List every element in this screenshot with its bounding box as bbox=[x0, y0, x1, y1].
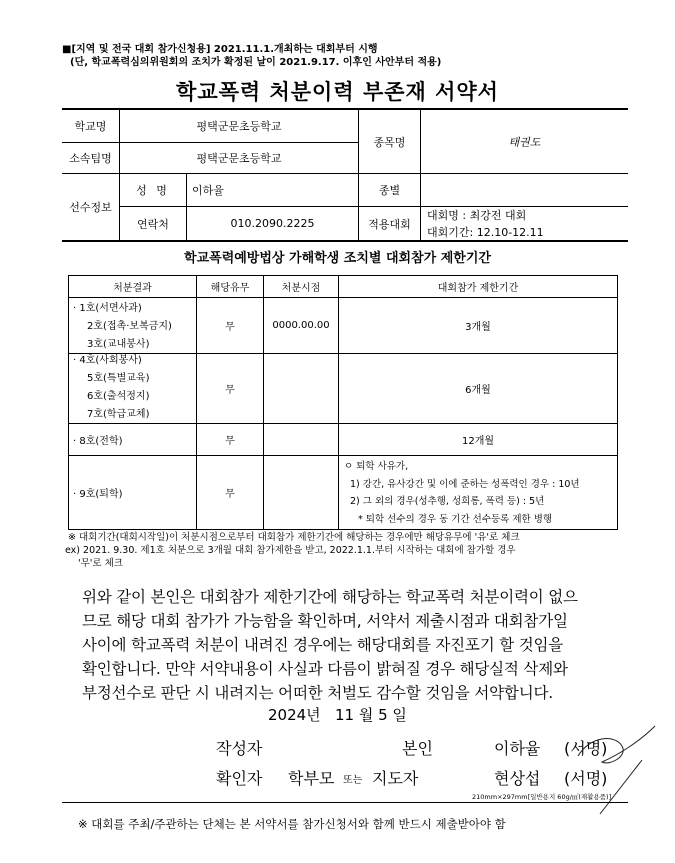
writer-sign: (서명) bbox=[564, 739, 608, 758]
notes bbox=[65, 531, 520, 570]
pledge-line-2: 므로 해당 대회 참가가 가능함을 확인하며, 서약서 제출시점과 대회참가일 bbox=[82, 612, 568, 630]
pledge-line-4: 확인합니다. 만약 서약내용이 사실과 다름이 밝혀질 경우 해당실적 삭제와 bbox=[82, 660, 568, 678]
pledge-line-1: 위와 같이 본인은 대회참가 제한기간에 해당하는 학교폭력 처분이력이 없으 bbox=[82, 588, 578, 606]
rt-row-2-limit: 6개월 bbox=[465, 385, 491, 396]
rt-row-4-limit bbox=[344, 458, 580, 528]
sport-value: 태권도 bbox=[508, 135, 541, 149]
confirmer-name: 현상섭 bbox=[494, 769, 541, 788]
footer-divider bbox=[62, 802, 628, 803]
name-label: 성 명 bbox=[136, 184, 170, 197]
rt-bottom-border bbox=[68, 529, 618, 530]
writer-role: 본인 bbox=[402, 739, 433, 758]
rt-row-4-applicable: 무 bbox=[225, 489, 235, 500]
school-label: 학교명 bbox=[74, 120, 107, 133]
rt-header-result: 처분결과 bbox=[113, 283, 152, 294]
school-value: 평택군문초등학교 bbox=[196, 120, 282, 133]
rt-row-2-line-4: 7호(학급교체) bbox=[87, 409, 150, 420]
header-line-2: (단, 학교폭력심의위원회의 조치가 확정된 날이 2021.9.17. 이후인 사안부터 적용) bbox=[70, 57, 442, 68]
rt-row-1-applicable: 무 bbox=[225, 322, 235, 333]
signature-stroke-2 bbox=[600, 760, 642, 814]
rt-row-1-line-1: · 1호(서면사과) bbox=[73, 303, 142, 314]
rt-row-1-date: 0000.00.00 bbox=[272, 320, 330, 331]
rt-row-4-date bbox=[264, 456, 338, 529]
team-value: 평택군문초등학교 bbox=[196, 152, 282, 165]
rt-row-3-date bbox=[264, 424, 338, 455]
team-label: 소속팀명 bbox=[69, 152, 112, 165]
rt-left-border bbox=[68, 275, 69, 530]
rt-row-3-limit: 12개월 bbox=[461, 436, 495, 447]
confirmer-sign: (서명) bbox=[564, 769, 608, 788]
rt-row-1-limit: 3개월 bbox=[465, 322, 491, 333]
event-name: 대회명 : 최강전 대회 bbox=[427, 209, 527, 222]
rt-header-applicable: 해당유무 bbox=[210, 283, 250, 294]
name-value: 이하율 bbox=[192, 184, 224, 197]
rt-row-2-line-1: · 4호(사회봉사) bbox=[73, 355, 142, 366]
writer-name: 이하율 bbox=[494, 739, 541, 758]
writer-label: 작성자 bbox=[216, 739, 263, 758]
rt-row-1-line-2: 2호(접촉·보복금지) bbox=[87, 321, 172, 332]
confirmer-role-parent: 학부모 bbox=[288, 769, 335, 788]
rt-row-2-line-2: 5호(특별교육) bbox=[87, 373, 150, 384]
rt-row-4-limit-line-2: 1) 강간, 유사강간 및 이에 준하는 성폭력인 경우 : 10년 bbox=[350, 478, 580, 490]
section-title: 학교폭력예방법상 가해학생 조치별 대회참가 제한기간 bbox=[184, 251, 491, 266]
rt-row-2-date bbox=[264, 354, 338, 423]
note-1: ※ 대회기간(대회시작일)이 처분시점으로부터 대회참가 제한기간에 해당하는 경우에만 해당유무에 '유'로 체크 bbox=[68, 532, 520, 543]
note-3: '무'로 체크 bbox=[78, 558, 123, 569]
handwritten-signature bbox=[560, 716, 670, 816]
info-table-bottom-border bbox=[62, 240, 628, 242]
pledge-line-5: 부정선수로 판단 시 내려지는 어떠한 처벌도 감수할 것임을 서약합니다. bbox=[82, 684, 553, 702]
rt-row-4-result: · 9호(퇴학) bbox=[73, 489, 123, 500]
gender-value bbox=[421, 174, 628, 206]
event-label: 적용대회 bbox=[368, 217, 411, 231]
paper-spec: 210mm×297mm[일반용지 60g/㎡(재활용품)] bbox=[472, 793, 612, 801]
gender-label: 종별 bbox=[378, 184, 401, 197]
pledge-date: 2024년 11 월 5 일 bbox=[268, 706, 407, 724]
rt-row-3-result: · 8호(전학) bbox=[73, 436, 123, 447]
signature-stroke-1 bbox=[578, 726, 655, 763]
confirmer-role-coach: 지도자 bbox=[372, 769, 419, 788]
rt-row-1-result bbox=[73, 300, 172, 354]
rt-row-2-applicable: 무 bbox=[225, 385, 235, 396]
pledge-line-3: 사이에 학교폭력 처분이 내려진 경우에는 해당대회를 자진포기 할 것임을 bbox=[82, 636, 564, 654]
contact-value: 010.2090.2225 bbox=[230, 217, 315, 230]
rt-row-2-result bbox=[73, 352, 149, 424]
rt-row-3-applicable: 무 bbox=[225, 436, 235, 447]
sport-label: 종목명 bbox=[373, 135, 406, 149]
rt-row-2-line-3: 6호(출석정지) bbox=[87, 391, 150, 402]
footer-note: ※ 대회를 주최/주관하는 단체는 본 서약서를 참가신청서와 함께 반드시 제출받아야 함 bbox=[78, 817, 506, 831]
rt-header-limit: 대회참가 제한기간 bbox=[437, 283, 519, 294]
rt-row-4-limit-line-3: 2) 그 외의 경우(성추행, 성희롱, 폭력 등) : 5년 bbox=[350, 496, 545, 507]
rt-row-1-line-3: 3호(교내봉사) bbox=[87, 339, 150, 350]
rt-header-date: 처분시점 bbox=[281, 283, 321, 294]
note-2: ex) 2021. 9.30. 제1호 처분으로 3개월 대회 참가제한을 받고, 2022.1.1.부터 시작하는 대회에 참가할 경우 bbox=[65, 545, 516, 556]
confirmer-or: 또는 bbox=[343, 775, 363, 786]
document-title: 학교폭력 처분이력 부존재 서약서 bbox=[176, 80, 499, 104]
rt-row-4-limit-line-4: * 퇴학 선수의 경우 동 기간 선수등록 제한 병행 bbox=[358, 513, 553, 525]
contact-label: 연락처 bbox=[137, 217, 169, 231]
confirmer-label: 확인자 bbox=[216, 769, 263, 788]
rt-row-4-limit-line-1: ㅇ 퇴학 사유가, bbox=[344, 461, 409, 472]
rt-right-border bbox=[617, 275, 618, 530]
pledge-text bbox=[82, 585, 632, 705]
player-info-label: 선수정보 bbox=[69, 201, 112, 214]
event-period: 대회기간: 12.10-12.11 bbox=[427, 226, 544, 239]
header-line-1: ■[지역 및 전국 대회 참가신청용] 2021.11.1.개최하는 대회부터 시행 bbox=[62, 44, 378, 55]
